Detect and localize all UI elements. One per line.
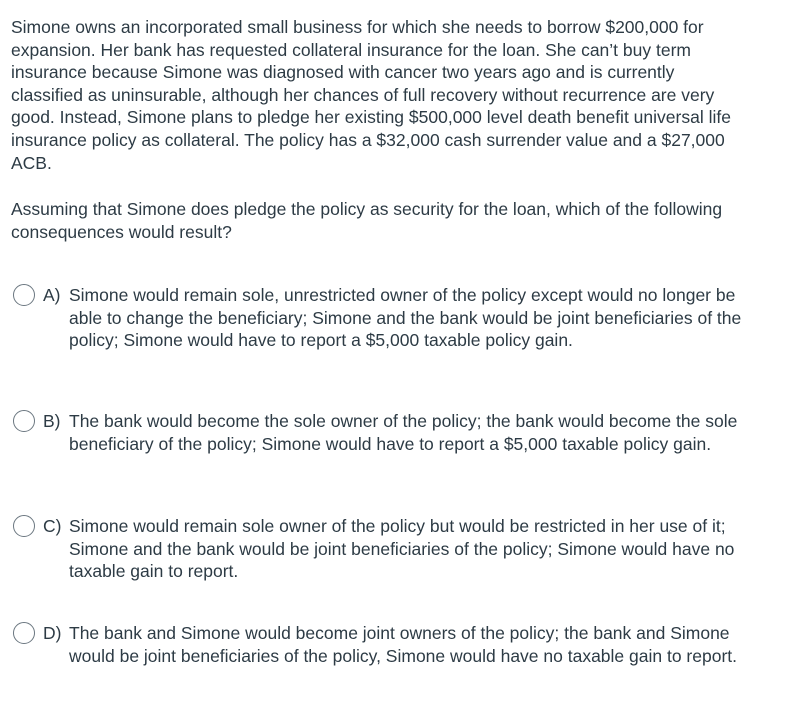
- option-d-label[interactable]: [43, 622, 743, 667]
- radio-button-a[interactable]: [13, 284, 35, 306]
- radio-button-d[interactable]: [13, 622, 35, 644]
- option-a-text: Simone would remain sole, unrestricted owner of the policy except would no longer be able to change the beneficiary; Simone and the bank would be joint beneficiaries of the policy; Simone would have to report a $5,000 taxable policy gain.: [69, 285, 742, 351]
- option-c-letter: C): [43, 516, 62, 536]
- option-d-letter: D): [43, 623, 62, 643]
- option-c-text: Simone would remain sole owner of the policy but would be restricted in her use of it; Simone and the bank would be joint beneficiaries of the policy; Simone would have no taxable gain to report.: [69, 516, 735, 582]
- option-b-label[interactable]: [43, 410, 743, 455]
- option-b-letter: B): [43, 411, 61, 431]
- question-prompt: Assuming that Simone does pledge the policy as security for the loan, which of the following consequences would result?: [11, 199, 723, 242]
- option-a-label[interactable]: [43, 284, 743, 352]
- radio-button-c[interactable]: [13, 515, 35, 537]
- option-b-text: The bank would become the sole owner of the policy; the bank would become the sole beneficiary of the policy; Simone would have to report a $5,000 taxable policy gain.: [69, 411, 738, 454]
- radio-button-b[interactable]: [13, 410, 35, 432]
- option-b[interactable]: [13, 410, 743, 455]
- option-d-text: The bank and Simone would become joint owners of the policy; the bank and Simone would be joint beneficiaries of the policy, Simone would have no taxable gain to report.: [69, 623, 737, 666]
- option-d[interactable]: [13, 622, 743, 667]
- option-c-label[interactable]: [43, 515, 743, 583]
- option-a[interactable]: [13, 284, 743, 352]
- question-text: Simone owns an incorporated small business for which she needs to borrow $200,000 for expansion. Her bank has requested collateral insurance for the loan. She can’t buy term insurance because Simone was diagnosed with cancer two years ago and is currently classified as uninsurable, although her chances of full recovery without recurrence are very good. Instead, Simone plans to pledge her existing $500,000 level death benefit universal life insurance policy as collateral. The policy has a $32,000 cash surrender value and a $27,000 ACB.: [11, 17, 731, 173]
- option-a-letter: A): [43, 285, 61, 305]
- option-c[interactable]: [13, 515, 743, 583]
